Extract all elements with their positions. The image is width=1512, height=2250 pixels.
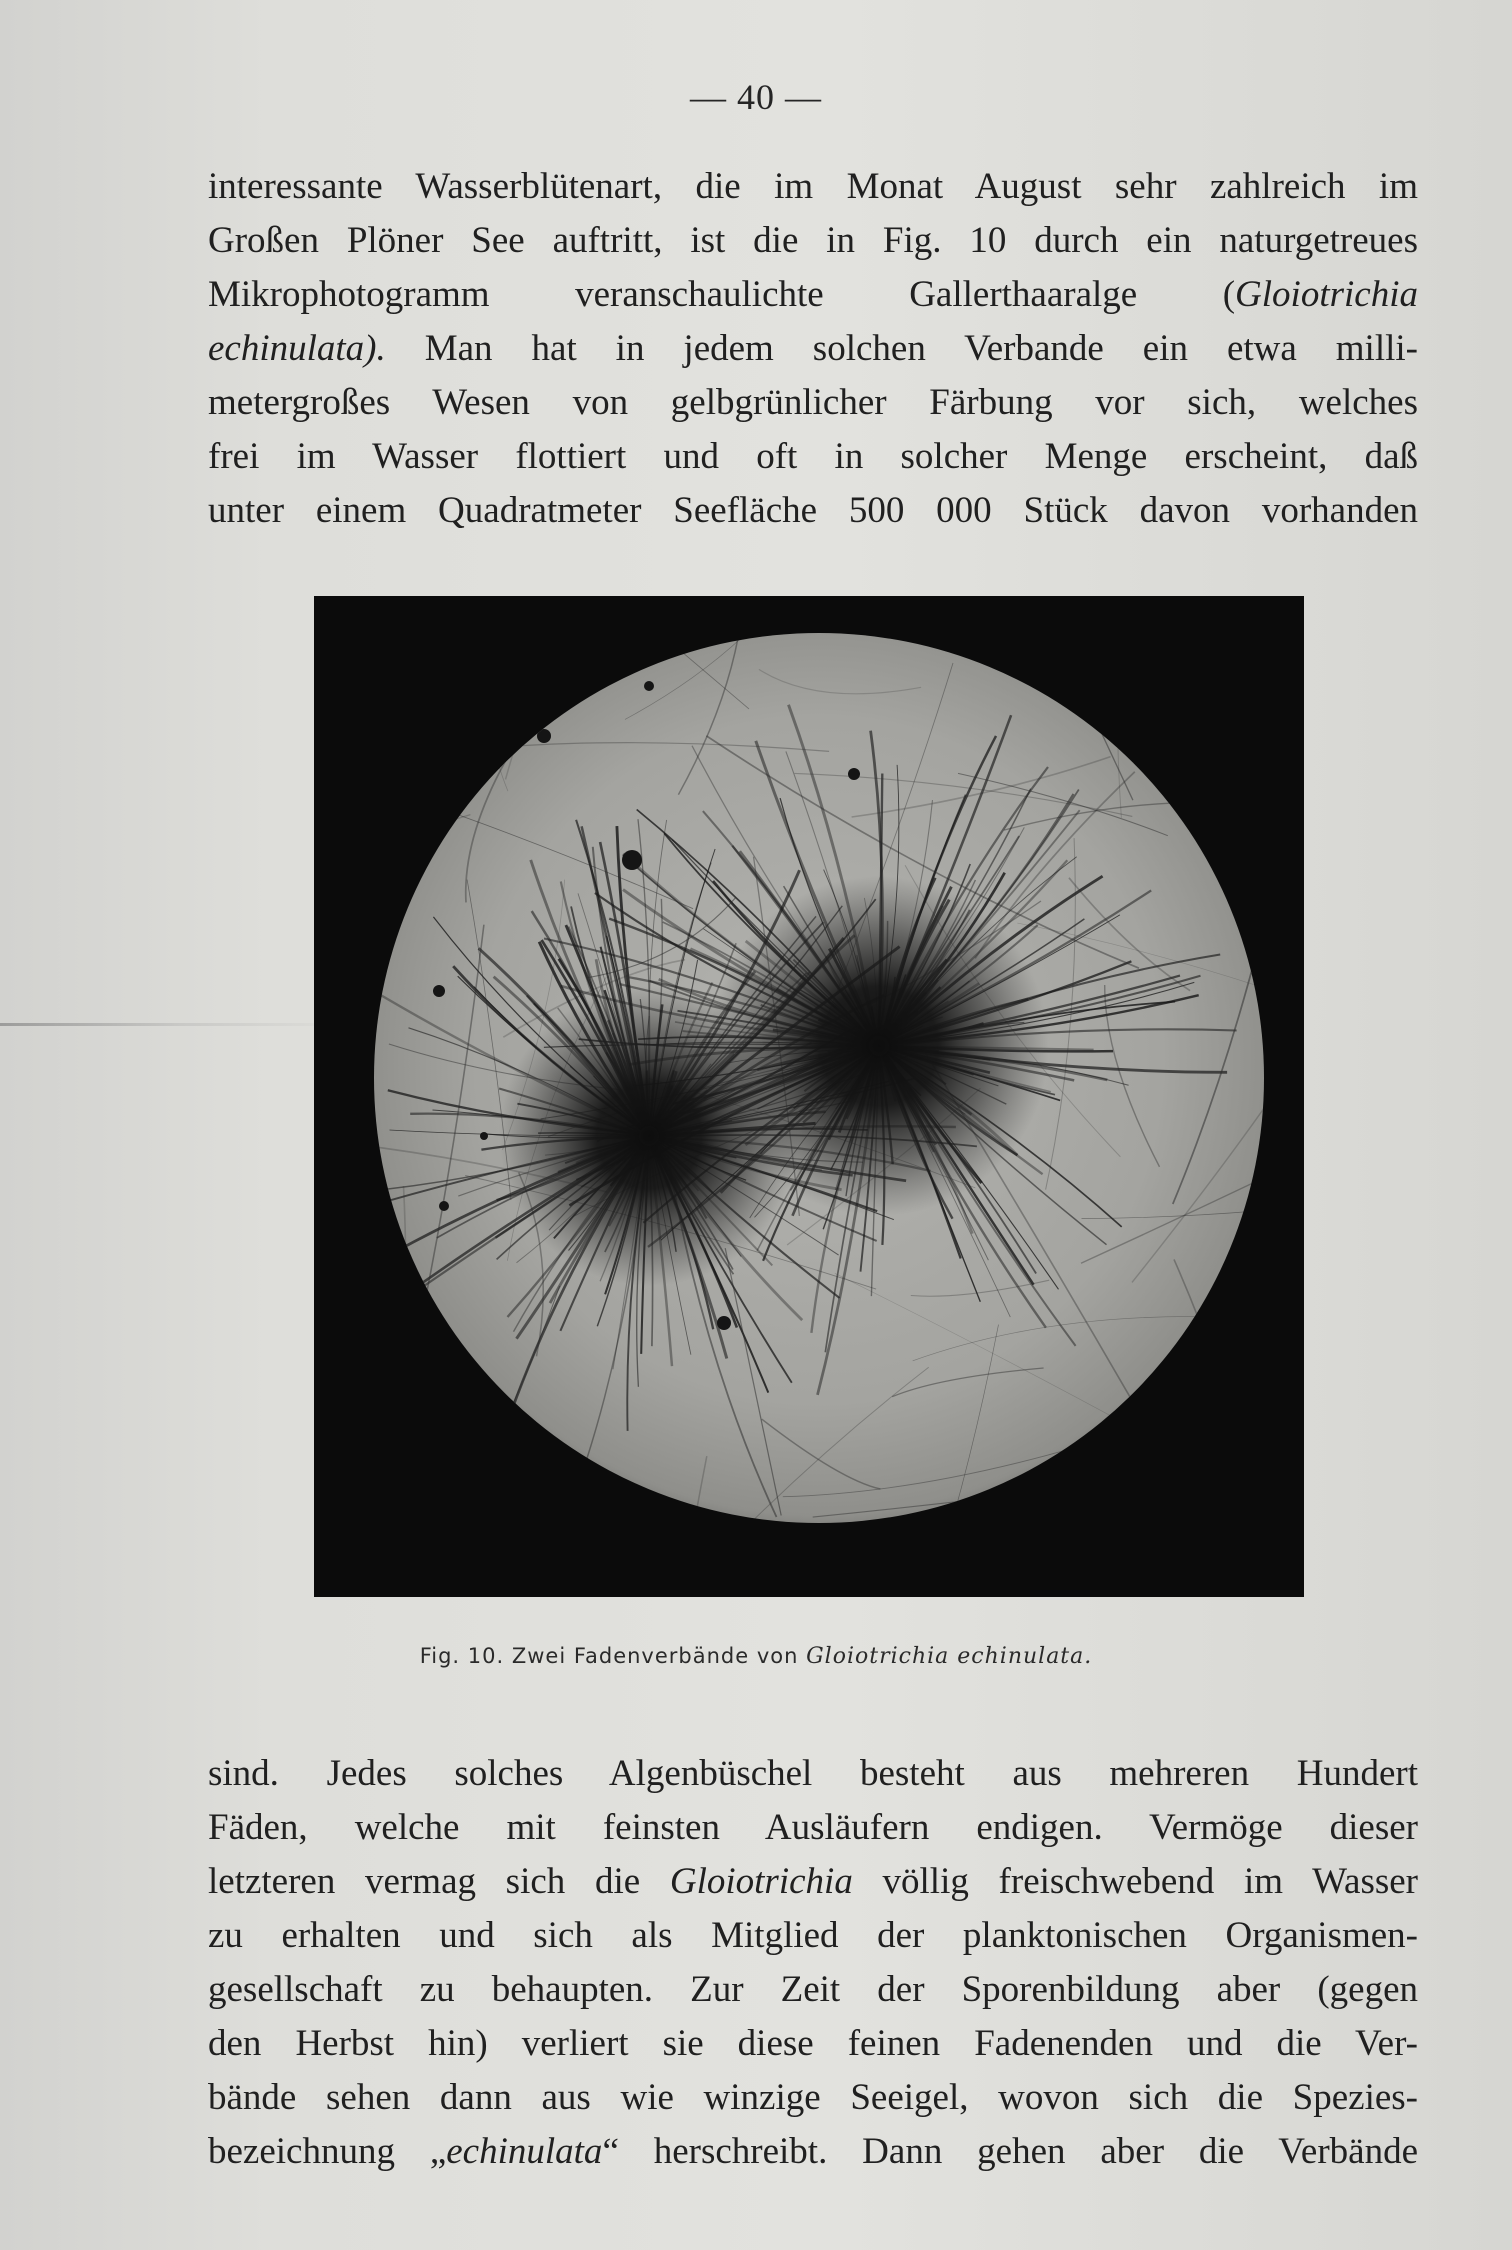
caption-species: Gloiotrichia echinulata. [806,1644,1093,1669]
text-run: frei im Wasser flottiert und oft in solcher Menge erscheint, daß [208,436,1418,477]
caption-text: Fig. 10. Zwei Fadenverbände von [419,1644,807,1668]
text-run: interessante Wasserblütenart, die im Monat August sehr zahlreich im [208,166,1418,207]
text-line [208,1801,1418,1855]
text-run: “ herschreibt. Dann gehen aber die Verbände [602,2131,1418,2172]
debris-speck [717,1316,731,1330]
text-line [208,484,1418,538]
stray-filament [1161,1462,1304,1483]
text-run: unter einem Quadratmeter Seefläche 500 000 Stück davon vorhanden [208,490,1418,531]
text-line [208,1855,1418,1909]
text-run: Fäden, welche mit feinsten Ausläufern endigen. Vermöge dieser [208,1807,1418,1848]
species-name-italic: echinulata [446,2131,603,2172]
text-run: den Herbst hin) verliert sie diese feinen Fadenenden und die Ver- [208,2023,1418,2064]
text-run: Großen Plöner See auftritt, ist die in Fig. 10 durch ein naturgetreues [208,220,1418,261]
text-line [208,430,1418,484]
stray-filament [636,1533,696,1597]
text-run: bände sehen dann aus wie winzige Seeigel, wovon sich die Spezies- [208,2077,1418,2118]
debris-speck [848,768,860,780]
text-line [208,2125,1418,2179]
stray-filament [353,1423,500,1597]
text-run: Man hat in jedem solchen Verbande ein etwa milli- [385,328,1418,369]
text-run: Mikrophotogramm veranschaulichte Gallerthaaralge ( [208,274,1236,315]
debris-speck [480,1132,488,1140]
text-line [208,1963,1418,2017]
species-name-italic: Gloiotrichia [669,1861,853,1902]
species-name-italic: Gloiotrichia [1235,274,1418,315]
text-run: gesellschaft zu behaupten. Zur Zeit der Sporenbildung aber (gegen [208,1969,1418,2010]
text-run: bezeichnung „ [208,2131,447,2172]
text-run: sind. Jedes solches Algenbüschel besteht aus mehreren Hundert [208,1753,1418,1794]
stray-filament [1088,596,1261,656]
text-run: zu erhalten und sich als Mitglied der planktonischen Organismen- [208,1915,1418,1956]
text-line [208,160,1418,214]
text-line [208,376,1418,430]
debris-speck [439,1201,449,1211]
stray-filament [378,1186,406,1597]
top-paragraph [208,160,1418,538]
paper-fold-line [0,1023,360,1026]
text-line [208,2017,1418,2071]
text-line [208,268,1418,322]
stray-filament [692,1510,1179,1597]
debris-speck [537,729,551,743]
stray-filament [314,1001,385,1196]
debris-speck [644,681,654,691]
species-name-italic: echinulata). [208,328,386,369]
micrograph-figure [314,596,1304,1597]
micrograph-image [314,596,1304,1597]
figure-caption [0,1644,1512,1669]
page-number: — 40 — [690,77,822,117]
bottom-paragraph [208,1747,1418,2179]
debris-speck [622,850,642,870]
debris-speck [433,985,445,997]
stray-filament [1227,596,1304,663]
text-line [208,214,1418,268]
colony-right [709,876,1049,1216]
text-run: metergroßes Wesen von gelbgrünlicher Färbung vor sich, welches [208,382,1418,423]
text-line [208,1747,1418,1801]
text-run: letzteren vermag sich die [208,1861,670,1902]
stray-filament [419,1527,650,1582]
text-line [208,2071,1418,2125]
text-run: völlig freischwebend im Wasser [852,1861,1418,1902]
text-line [208,1909,1418,1963]
text-line [208,322,1418,376]
